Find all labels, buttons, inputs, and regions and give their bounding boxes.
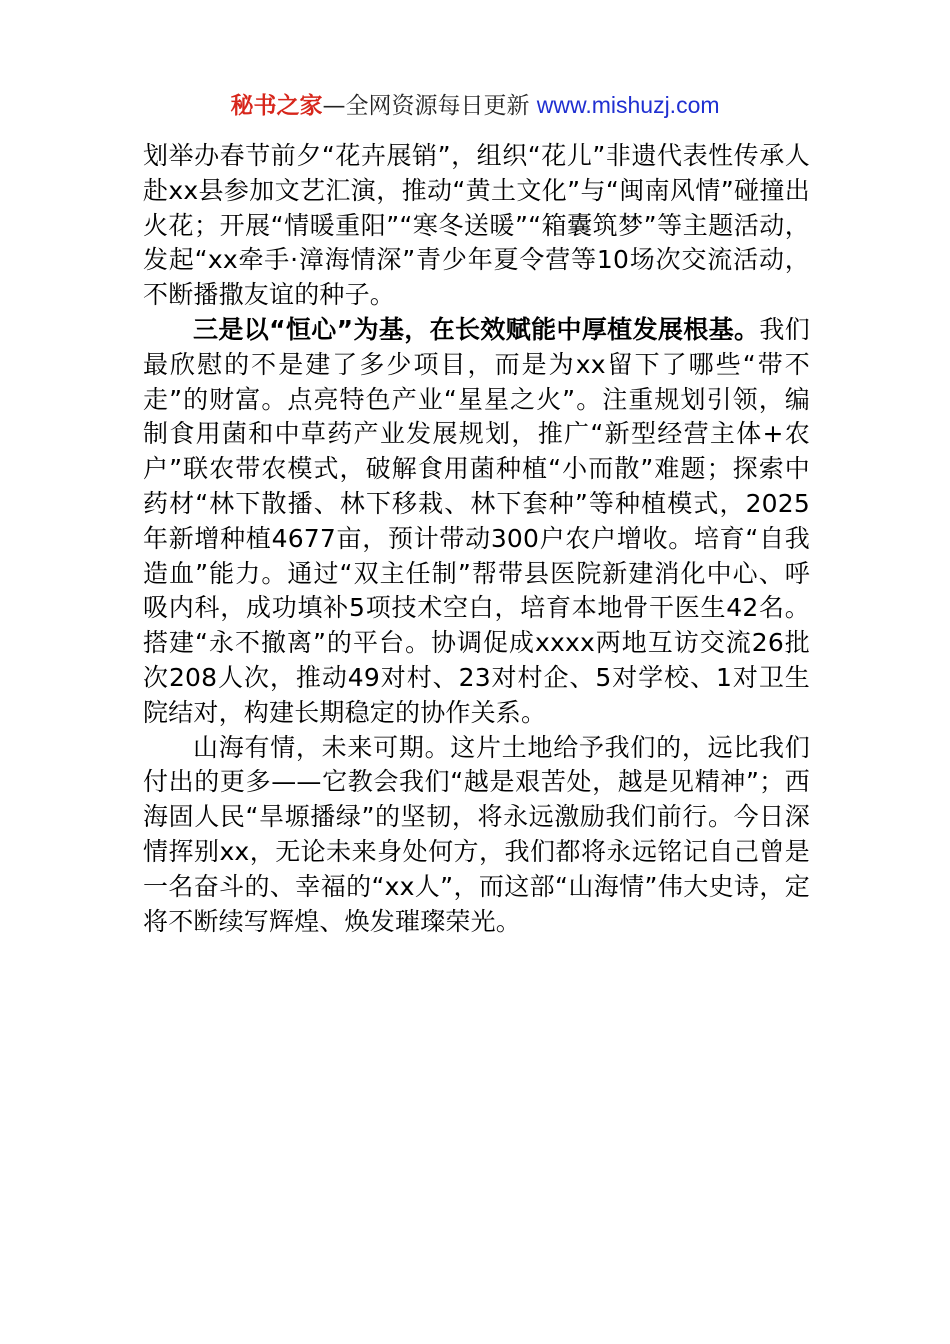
document-body [143,139,810,939]
paragraph-text: 我们最欣慰的不是建了多少项目，而是为xx留下了哪些“带不走”的财富。点亮特色产业“星星之火”。注重规划引领，编制食用菌和中草药产业发展规划，推广“新型经营主体+农户”联农带农模式，破解食用菌种植“小而散”难题；探索中药材“林下散播、林下移栽、林下套种”等种植模式，2025年新增种植4677亩，预计带动300户农户增收。培育“自我造血”能力。通过“双主任制”帮带县医院新建消化中心、呼吸内科，成功填补5项技术空白，培育本地骨干医生42名。搭建“永不撤离”的平台。协调促成xxxx两地互访交流26批次208人次，推动49对村、23对村企、5对学校、1对卫生院结对，构建长期稳定的协作关系。 [143,314,810,727]
paragraph-closing [143,731,810,940]
paragraph-text: 山海有情，未来可期。这片土地给予我们的，远比我们付出的更多——它教会我们“越是艰苦处，越是见精神”；西海固人民“旱塬播绿”的坚韧，将永远激励我们前行。今日深情挥别xx，无论未来身处何方，我们都将永远铭记自己曾是一名奋斗的、幸福的“xx人”，而这部“山海情”伟大史诗，定将不断续写辉煌、焕发璀璨荣光。 [143,732,810,936]
site-header [0,88,950,123]
brand-name: 秘书之家 [230,93,323,119]
header-tagline: —全网资源每日更新 [322,93,537,119]
paragraph-continuation [143,139,810,313]
paragraph-text: 划举办春节前夕“花卉展销”，组织“花儿”非遗代表性传承人赴xx县参加文艺汇演，推动“黄土文化”与“闽南风情”碰撞出火花；开展“情暖重阳”“寒冬送暖”“箱囊筑梦”等主题活动，发起“xx牵手·漳海情深”青少年夏令营等10场次交流活动，不断播撒友谊的种子。 [143,141,810,310]
section-heading: 三是以“恒心”为基，在长效赋能中厚植发展根基。 [193,314,760,344]
site-url-link[interactable]: www.mishuzj.com [536,92,720,118]
paragraph-section-three [143,313,810,731]
